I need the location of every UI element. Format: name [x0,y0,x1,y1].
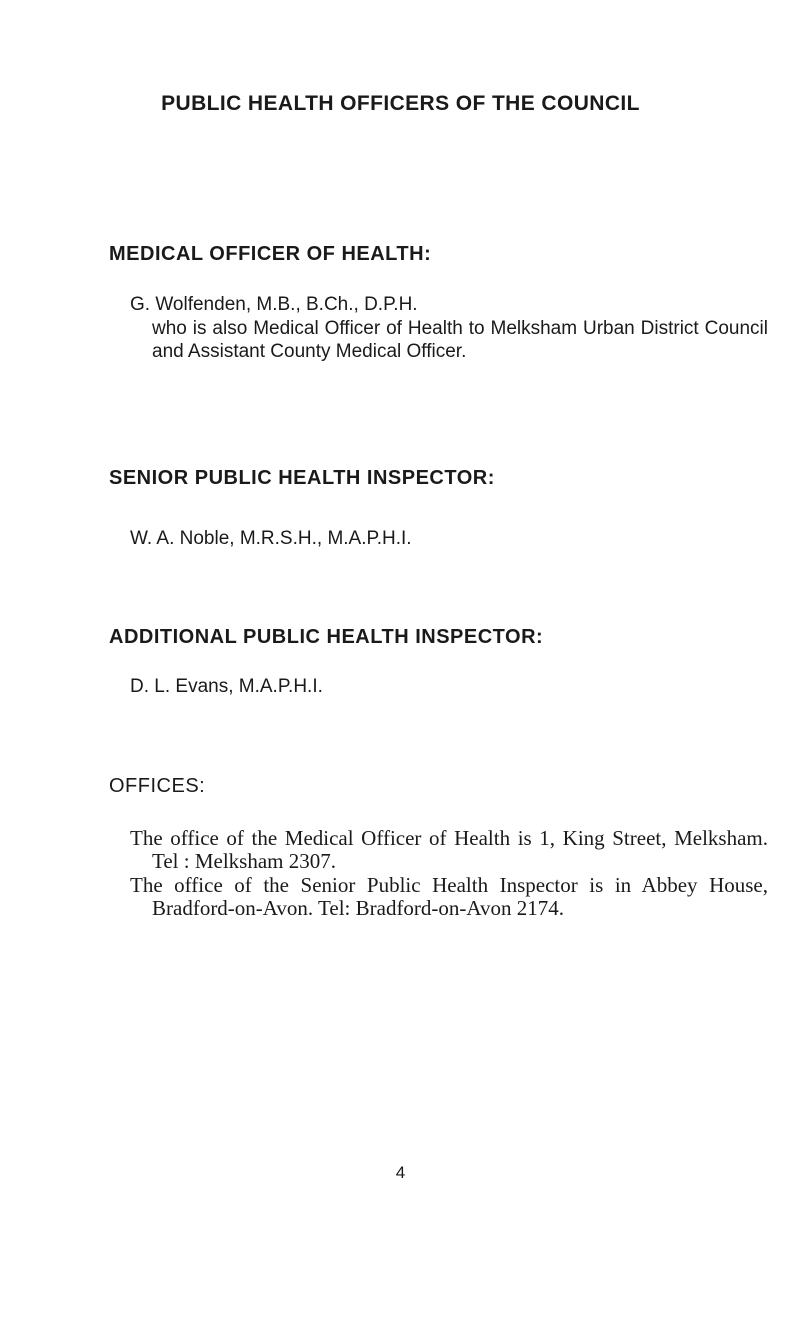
page-title: PUBLIC HEALTH OFFICERS OF THE COUNCIL [161,92,640,115]
additional-inspector-heading: ADDITIONAL PUBLIC HEALTH INSPECTOR: [109,626,544,648]
page-number: 4 [395,1163,406,1182]
office-item-senior-inspector: The office of the Senior Public Health Inspector is in Abbey House, Bradford-on-Avon. Tel: Bradford-on-Avon 2174. [130,873,768,920]
medical-officer-name: G. Wolfenden, M.B., B.Ch., D.P.H. [130,294,418,315]
medical-officer-heading: MEDICAL OFFICER OF HEALTH: [109,243,432,265]
senior-inspector-name: W. A. Noble, M.R.S.H., M.A.P.H.I. [130,528,412,549]
medical-officer-description: who is also Medical Officer of Health to Melksham Urban District Council and Assistant County Medical Officer. [152,318,768,362]
office-item-medical: The office of the Medical Officer of Health is 1, King Street, Melksham. Tel : Melksham 2307. [130,826,768,873]
offices-heading: OFFICES: [109,775,206,797]
additional-inspector-name: D. L. Evans, M.A.P.H.I. [130,676,323,697]
senior-inspector-heading: SENIOR PUBLIC HEALTH INSPECTOR: [109,467,495,489]
